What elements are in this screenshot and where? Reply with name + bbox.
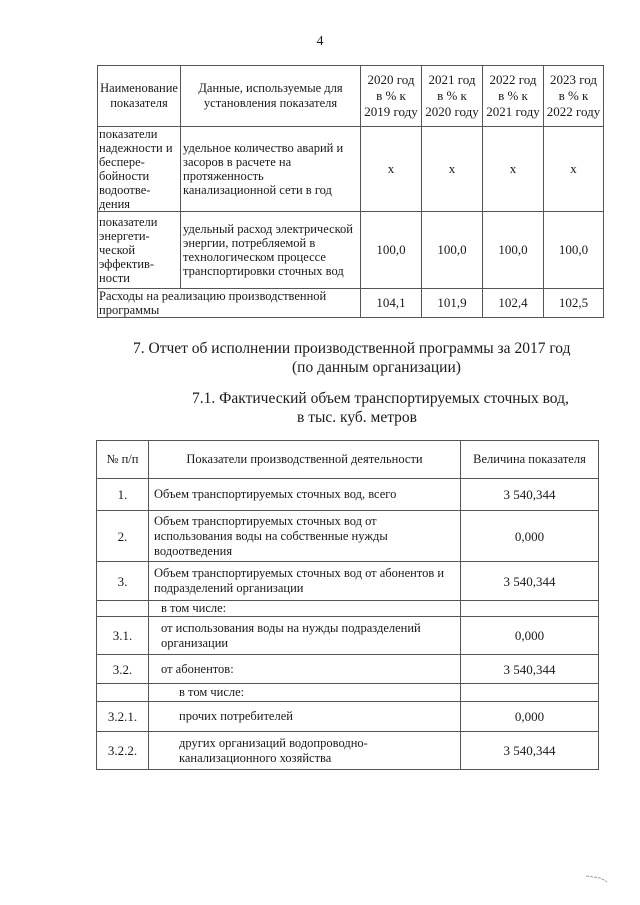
row-name: показатели надежности и беспере-бойности водоотве-дения xyxy=(98,127,181,212)
header-2021: 2021 год в % к 2020 году xyxy=(422,66,483,127)
table-row xyxy=(97,684,599,702)
table-row xyxy=(97,601,599,617)
subsection-title: 7.1. Фактический объем транспортируемых сточных вод, xyxy=(192,390,569,407)
table-row xyxy=(97,617,599,655)
header-value: Величина показателя xyxy=(461,441,599,479)
section-title-note: (по данным организации) xyxy=(292,359,461,376)
row-value: 100,0 xyxy=(483,212,544,289)
table-row xyxy=(97,655,599,684)
table-row xyxy=(97,479,599,511)
row-data: удельное количество аварий и засоров в расчете на протяженность канализационной сети в год xyxy=(181,127,361,212)
row-text: от абонентов: xyxy=(149,655,461,684)
row-value: 3 540,344 xyxy=(461,479,599,511)
row-text: Объем транспортируемых сточных вод от абонентов и подразделений организации xyxy=(149,562,461,601)
row-value xyxy=(461,601,599,617)
row-value: 3 540,344 xyxy=(461,655,599,684)
row-num: 3.2.1. xyxy=(97,702,149,732)
row-value: х xyxy=(361,127,422,212)
row-text: в том числе: xyxy=(149,601,461,617)
header-name: Наименование показателя xyxy=(98,66,181,127)
table-row xyxy=(97,511,599,562)
table-row xyxy=(97,702,599,732)
row-name: Расходы на реализацию производственной программы xyxy=(98,289,361,318)
table-row xyxy=(97,562,599,601)
row-value: 0,000 xyxy=(461,702,599,732)
page-number: 4 xyxy=(316,34,324,49)
row-value: 3 540,344 xyxy=(461,732,599,770)
subsection-units: в тыс. куб. метров xyxy=(297,409,417,426)
row-data: удельный расход электрической энергии, потребляемой в технологическом процессе транспортировки сточных вод xyxy=(181,212,361,289)
row-text: Объем транспортируемых сточных вод, всего xyxy=(149,479,461,511)
row-num: 3. xyxy=(97,562,149,601)
row-num: 3.2.2. xyxy=(97,732,149,770)
table-row xyxy=(98,127,604,212)
row-value: х xyxy=(544,127,604,212)
row-value: 0,000 xyxy=(461,617,599,655)
row-num xyxy=(97,601,149,617)
header-num: № п/п xyxy=(97,441,149,479)
table-header-row xyxy=(98,66,604,127)
header-2020: 2020 год в % к 2019 году xyxy=(361,66,422,127)
scan-artifact xyxy=(586,875,608,883)
row-num: 2. xyxy=(97,511,149,562)
row-value: 102,4 xyxy=(483,289,544,318)
row-num: 3.1. xyxy=(97,617,149,655)
row-value: 100,0 xyxy=(422,212,483,289)
header-2023: 2023 год в % к 2022 году xyxy=(544,66,604,127)
row-value: х xyxy=(422,127,483,212)
row-value: х xyxy=(483,127,544,212)
row-value: 3 540,344 xyxy=(461,562,599,601)
indicators-table xyxy=(97,65,604,318)
volume-table xyxy=(96,440,599,770)
row-text: других организаций водопроводно-канализационного хозяйства xyxy=(149,732,461,770)
row-value: 101,9 xyxy=(422,289,483,318)
row-num: 1. xyxy=(97,479,149,511)
header-2022: 2022 год в % к 2021 году xyxy=(483,66,544,127)
header-data: Данные, используемые для установления показателя xyxy=(181,66,361,127)
row-text: Объем транспортируемых сточных вод от использования воды на собственные нужды водоотведения xyxy=(149,511,461,562)
row-num: 3.2. xyxy=(97,655,149,684)
row-name: показатели энергети-ческой эффектив-ности xyxy=(98,212,181,289)
row-value: 100,0 xyxy=(361,212,422,289)
table-row xyxy=(98,289,604,318)
row-value: 104,1 xyxy=(361,289,422,318)
header-indicator: Показатели производственной деятельности xyxy=(149,441,461,479)
row-value: 100,0 xyxy=(544,212,604,289)
table-header-row xyxy=(97,441,599,479)
row-text: прочих потребителей xyxy=(149,702,461,732)
row-value xyxy=(461,684,599,702)
row-num xyxy=(97,684,149,702)
row-value: 0,000 xyxy=(461,511,599,562)
row-text: от использования воды на нужды подразделений организации xyxy=(149,617,461,655)
section-title: 7. Отчет об исполнении производственной программы за 2017 год xyxy=(133,340,571,357)
row-value: 102,5 xyxy=(544,289,604,318)
row-text: в том числе: xyxy=(149,684,461,702)
table-row xyxy=(98,212,604,289)
table-row xyxy=(97,732,599,770)
